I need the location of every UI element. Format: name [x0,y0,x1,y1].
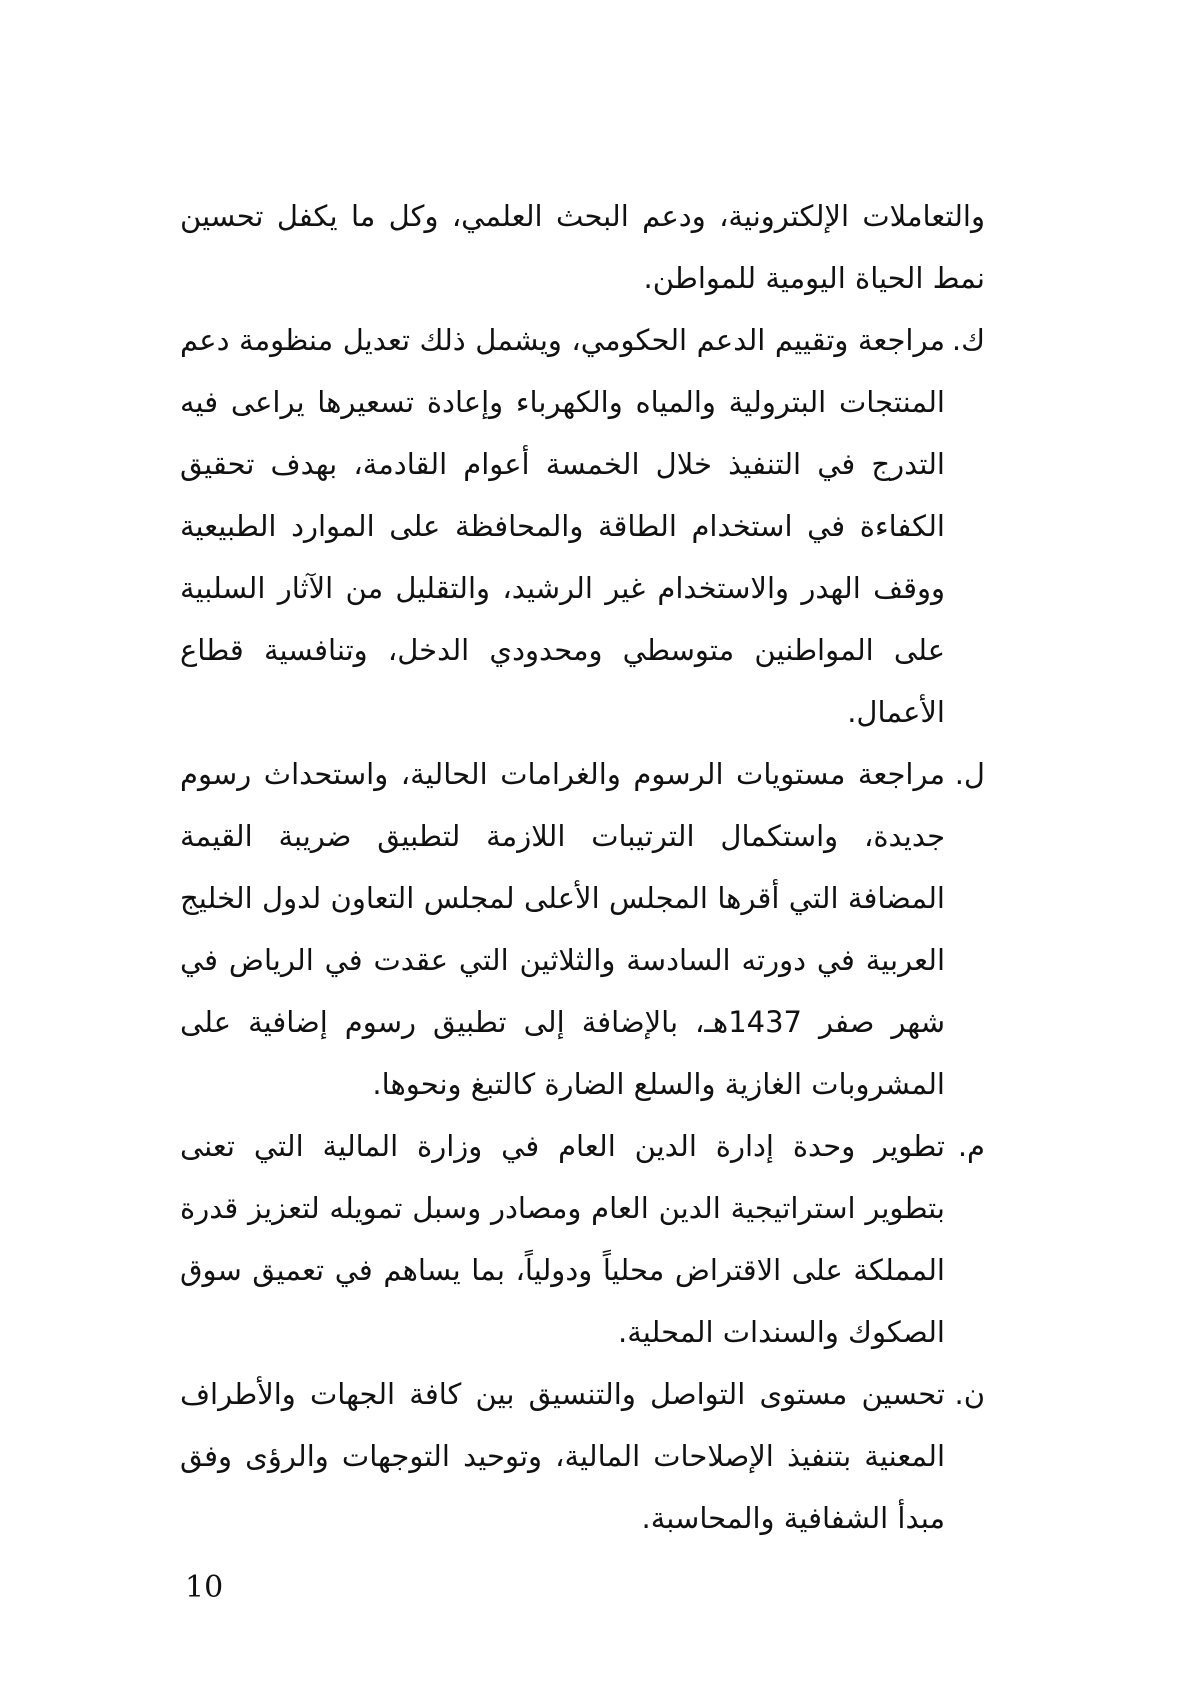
document-body [180,185,985,1549]
list-item-marker: ل. [954,757,985,791]
list-item-text: مراجعة مستويات الرسوم والغرامات الحالية، واستحداث رسوم جديدة، واستكمال الترتيبات اللازمة لتطبيق ضريبة القيمة المضافة التي أقرها المجلس الأعلى لمجلس التعاون لدول الخليج العربية في دورته السادسة والثلاثين التي عقدت في الرياض في شهر صفر 1437هـ، بالإضافة إلى تطبيق رسوم إضافية على المشروبات الغازية والسلع الضارة كالتبغ ونحوها. [180,757,945,1101]
list-item-lam [180,743,985,1115]
list-item-mim [180,1115,985,1363]
list-item-text: مراجعة وتقييم الدعم الحكومي، ويشمل ذلك تعديل منظومة دعم المنتجات البترولية والمياه والكهرباء وإعادة تسعيرها يراعى فيه التدرج في التنفيذ خلال الخمسة أعوام القادمة، بهدف تحقيق الكفاءة في استخدام الطاقة والمحافظة على الموارد الطبيعية ووقف الهدر والاستخدام غير الرشيد، والتقليل من الآثار السلبية على المواطنين متوسطي ومحدودي الدخل، وتنافسية قطاع الأعمال. [180,323,945,729]
continuation-paragraph: والتعاملات الإلكترونية، ودعم البحث العلمي، وكل ما يكفل تحسين نمط الحياة اليومية للمواطن. [180,199,985,295]
list-item-text: تحسين مستوى التواصل والتنسيق بين كافة الجهات والأطراف المعنية بتنفيذ الإصلاحات المالية، وتوحيد التوجهات والرؤى وفق مبدأ الشفافية والمحاسبة. [180,1377,945,1535]
list-item-text: تطوير وحدة إدارة الدين العام في وزارة المالية التي تعنى بتطوير استراتيجية الدين العام ومصادر وسبل تمويله لتعزيز قدرة المملكة على الاقتراض محلياً ودولياً، بما يساهم في تعميق سوق الصكوك والسندات المحلية. [180,1129,945,1349]
list-item-marker: ن. [954,1377,985,1411]
list-item-marker: م. [957,1129,985,1163]
list-item-kaf [180,309,985,743]
page-number: 10 [185,1570,224,1605]
list-item-marker: ك. [951,323,985,357]
list-item-nun [180,1363,985,1549]
